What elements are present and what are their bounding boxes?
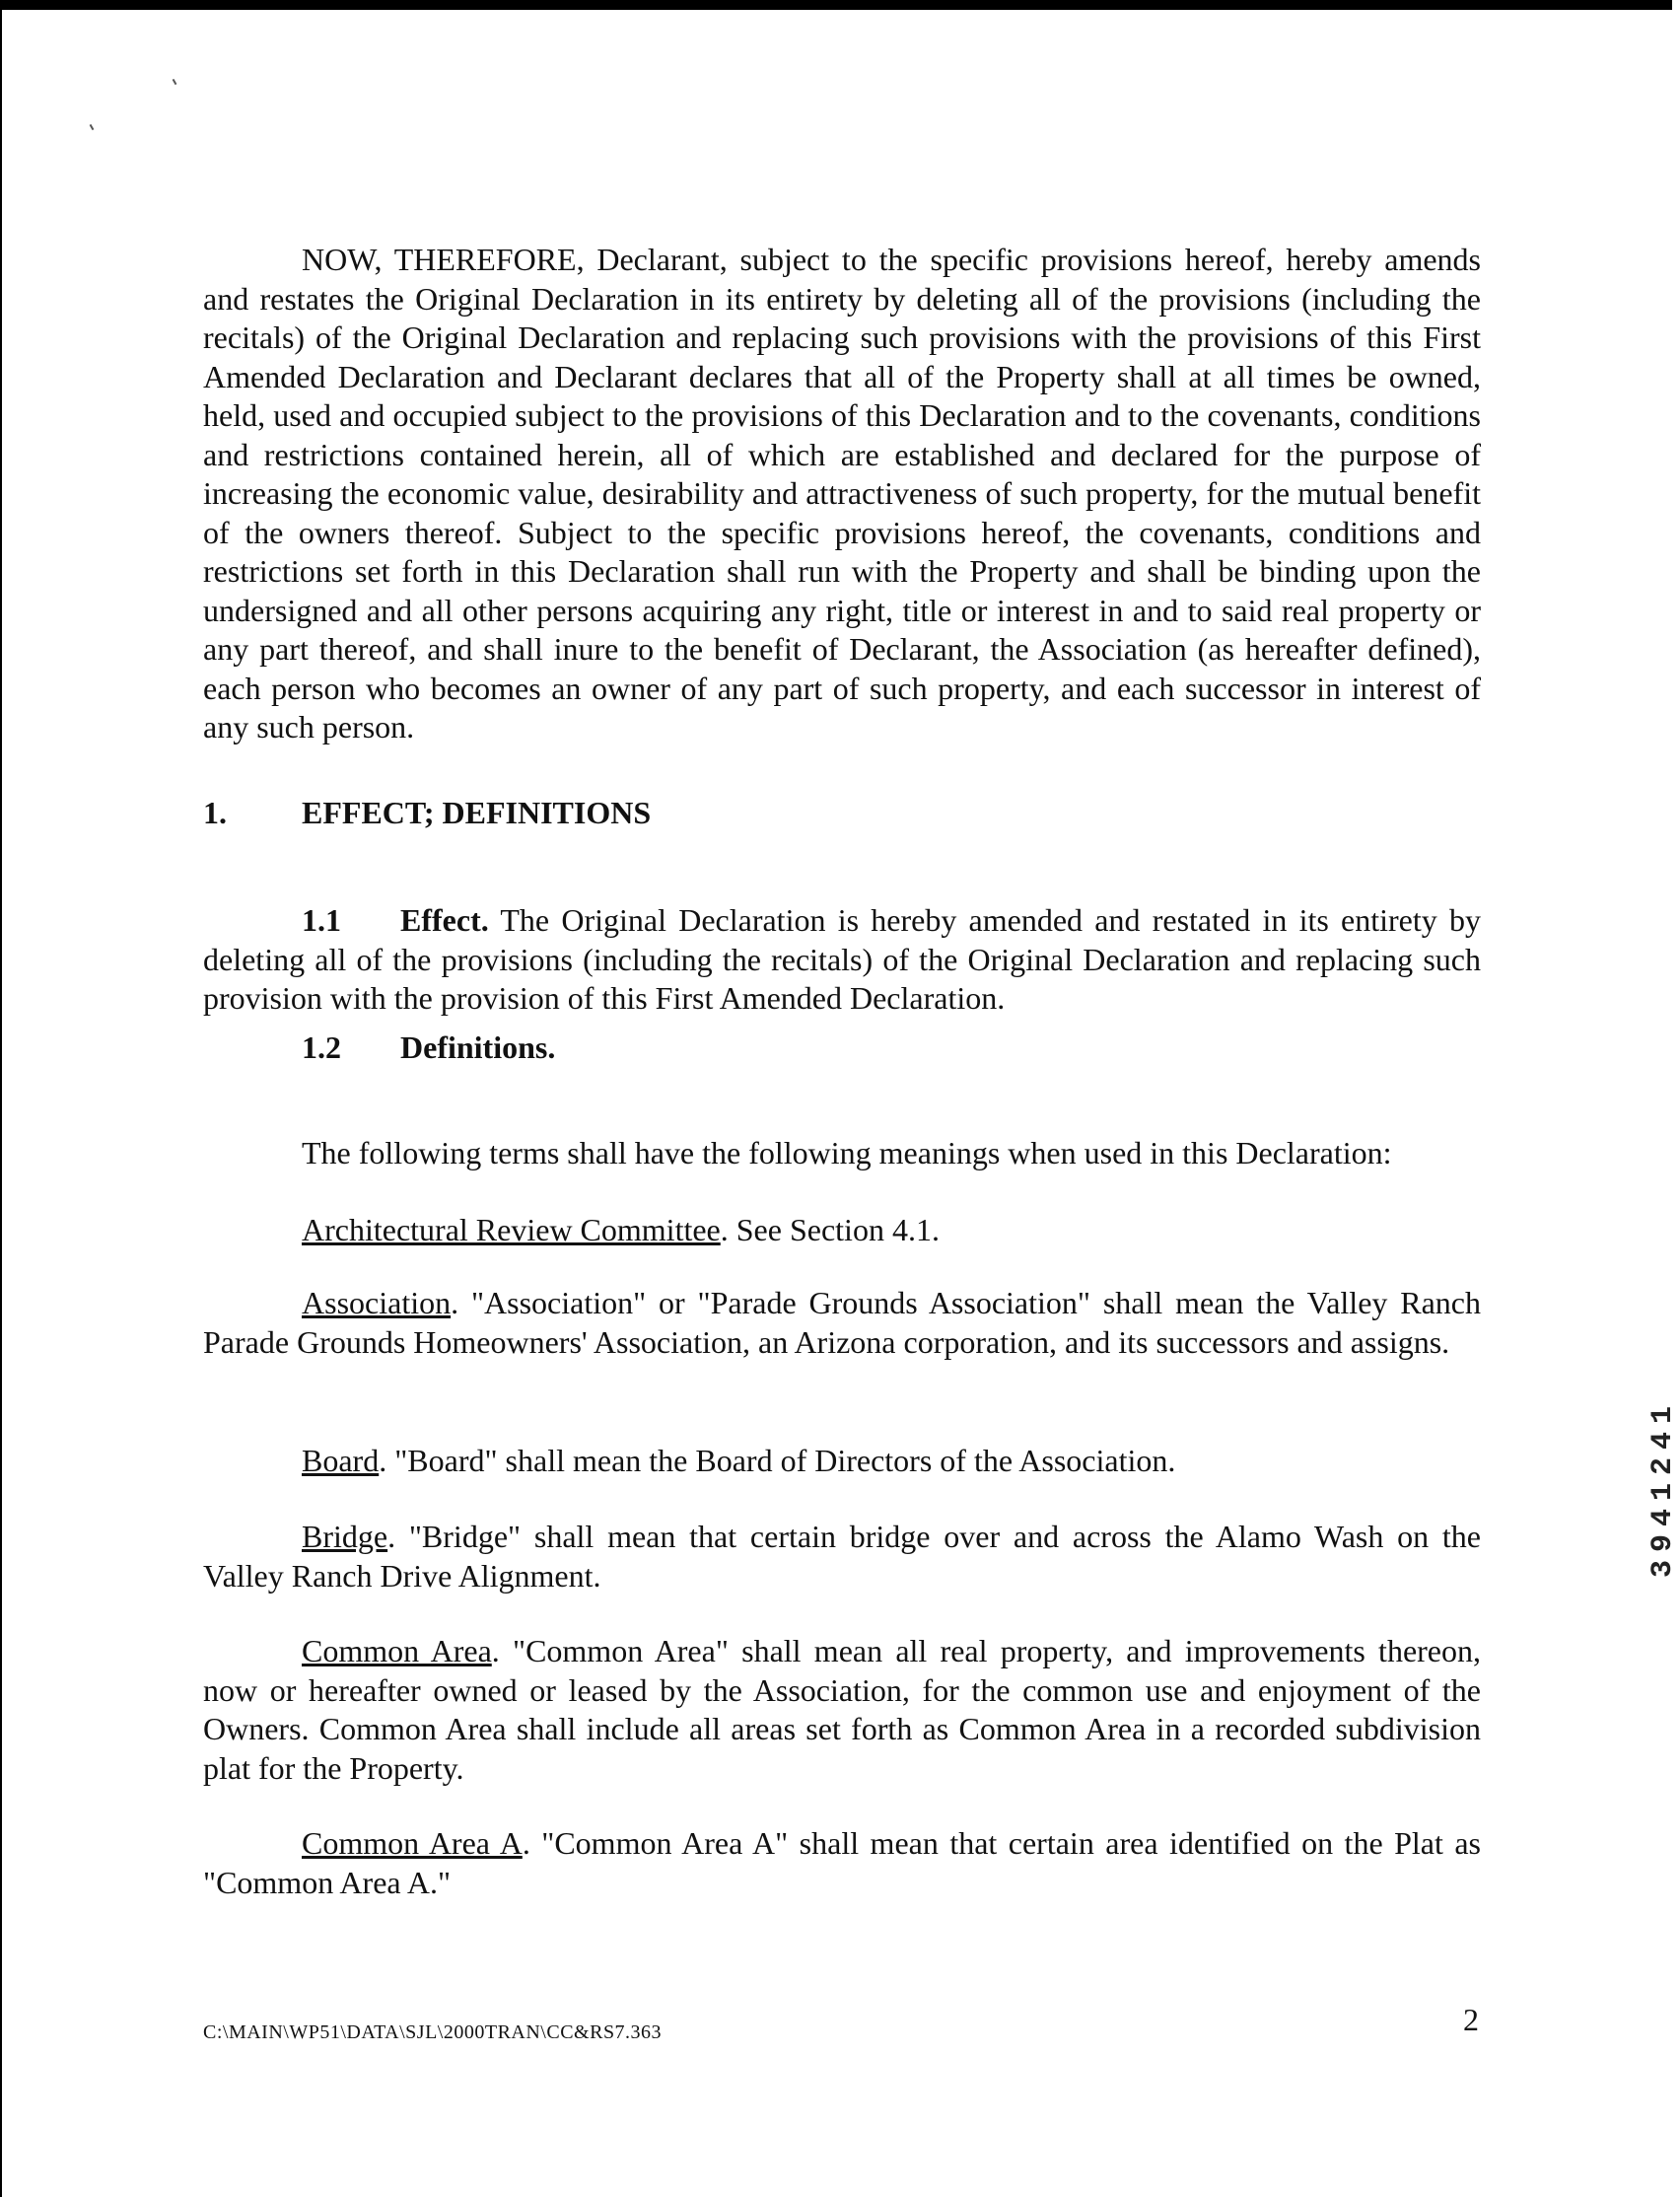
footer-file-path: C:\MAIN\WP51\DATA\SJL\2000TRAN\CC&RS7.363 — [203, 2021, 663, 2043]
definitions-title: Definitions. — [400, 1029, 556, 1065]
scan-speck — [90, 124, 95, 130]
definition-term: Common Area — [302, 1633, 492, 1668]
definition-architectural-review-committee — [302, 1211, 1481, 1250]
scan-top-edge — [0, 0, 1672, 10]
effect-number: 1.1 — [302, 902, 341, 938]
effect-heading: Effect. — [400, 902, 489, 938]
definition-text: . "Common Area" shall mean all real property, and improvements thereon, now or hereafter owned or leased by the Association, for the common use and enjoyment of the Owners. Common Area shall include all areas set forth as Common Area in a recorded subdivision plat for the Property. — [203, 1633, 1481, 1786]
definition-board — [203, 1442, 1481, 1481]
definition-text: . "Board" shall mean the Board of Directors of the Association. — [379, 1443, 1176, 1478]
definition-association — [203, 1284, 1481, 1362]
definition-term: Architectural Review Committee — [302, 1212, 721, 1247]
definitions-number: 1.2 — [302, 1029, 341, 1065]
recording-stamp-number: 3941241 — [1646, 1397, 1680, 1578]
scan-speck — [173, 79, 177, 85]
definition-common-area-a — [203, 1824, 1481, 1902]
definitions-intro: The following terms shall have the following meanings when used in this Declaration: — [302, 1135, 1392, 1170]
scan-left-edge — [0, 0, 2, 2197]
definition-text: . "Association" or "Parade Grounds Association" shall mean the Valley Ranch Parade Grounds Homeowners' Association, an Arizona corporation, and its successors and assigns. — [203, 1285, 1481, 1360]
effect-text: The Original Declaration is hereby amended and restated in its entirety by deleting all of the provisions (including the recitals) of the Original Declaration and replacing such provision with the provision of this First Amended Declaration. — [203, 902, 1481, 1016]
definition-term: Association — [302, 1285, 452, 1320]
section-number: 1. — [203, 795, 227, 830]
definition-common-area — [203, 1632, 1481, 1788]
definition-term: Common Area A — [302, 1825, 523, 1861]
section-heading — [203, 793, 651, 832]
definition-text: . See Section 4.1. — [720, 1212, 940, 1247]
section-title: EFFECT; DEFINITIONS — [302, 795, 652, 830]
effect-paragraph — [203, 901, 1481, 1019]
definition-text: . "Bridge" shall mean that certain bridge over and across the Alamo Wash on the Valley Ranch Drive Alignment. — [203, 1519, 1481, 1594]
definition-term: Bridge — [302, 1519, 388, 1554]
definition-text: . "Common Area A" shall mean that certain area identified on the Plat as "Common Area A." — [203, 1825, 1482, 1900]
definitions-heading — [302, 1028, 555, 1067]
preamble-paragraph: NOW, THEREFORE, Declarant, subject to the specific provisions hereof, hereby amends and restates the Original Declaration in its entirety by deleting all of the provisions (including the recitals) of the Original Declaration and replacing such provisions with the provisions of this First Amended Declaration and Declarant declares that all of the Property shall at all times be owned, held, used and occupied subject to the provisions of this Declaration and to the covenants, conditions and restrictions contained herein, all of which are established and declared for the purpose of increasing the economic value, desirability and attractiveness of such property, for the mutual benefit of the owners thereof. Subject to the specific provisions hereof, the covenants, conditions and restrictions set forth in this Declaration shall run with the Property and shall be binding upon the undersigned and all other persons acquiring any right, title or interest in and to said real property or any part thereof, and shall inure to the benefit of Declarant, the Association (as hereafter defined), each person who becomes an owner of any part of such property, and each successor in interest of any such person. — [203, 242, 1481, 744]
page-number: 2 — [1463, 2002, 1479, 2037]
definition-bridge — [203, 1518, 1481, 1595]
definition-term: Board — [302, 1443, 380, 1478]
